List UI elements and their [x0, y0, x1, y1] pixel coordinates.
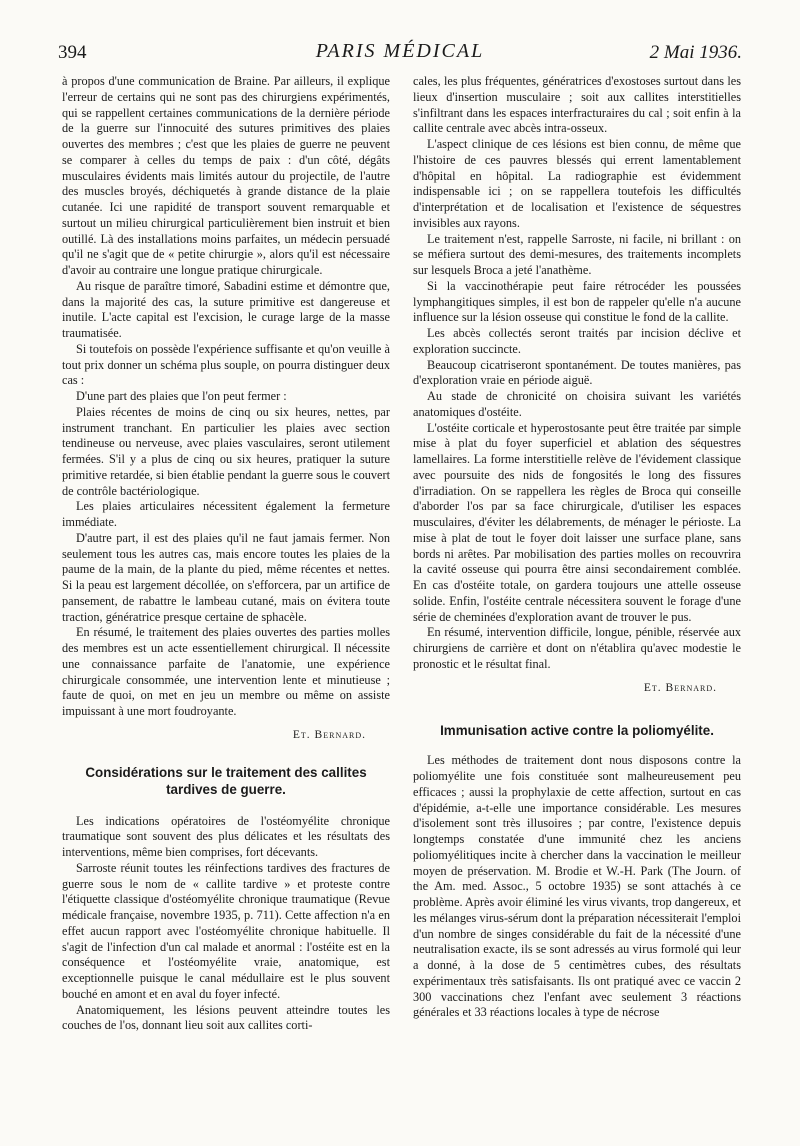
- paragraph: Les méthodes de traitement dont nous disposons contre la poliomyélite une fois constituée sont malheureusement peu efficaces ; aussi la prophylaxie de cette affection, surtout en cas d'épidémie, a-t-elle une importance considérable. Les mesures d'isolement sont très illusoires ; par contre, l'existence depuis longtemps constatée d'une immunité chez les anciens poliomyélitiques incite à chercher dans la vaccination le meilleur moyen de préservation. M. Brodie et W.-H. Park (The Journ. of the Am. med. Assoc., 5 octobre 1935) se sont attachés à ce problème. Après avoir éliminé les virus vivants, trop dangereux, et les mélanges virus-sérum dont la préparation nécessiterait l'emploi d'un nombre de singes considérable du fait de la nécessité d'une neutralisation exacte, ils se sont adressés au virus formolé qui leur a donné, à la dose de 5 centimètres cubes, des résultats expérimentaux très satisfaisants. Ils ont pratiqué avec ce vaccin 2 300 vaccinations chez l'enfant avec seulement 3 réactions générales et 33 réactions locales à type de nécrose: [413, 753, 741, 1020]
- paragraph: Les plaies articulaires nécessitent également la fermeture immédiate.: [62, 499, 390, 529]
- journal-title: PARIS MÉDICAL: [315, 40, 485, 62]
- issue-date: 2 Mai 1936.: [649, 42, 742, 63]
- paragraph: Sarroste réunit toutes les réinfections tardives des fractures de guerre sous le nom de « callite tardive » et proteste contre l'étiquette classique d'ostéomyélite chronique traumatique (Revue médicale française, novembre 1935, p. 711). Cette affection n'a en effet aucun rapport avec l'ostéomyélite chronique habituelle. Il s'agit de l'infection d'un cal malade et anormal : l'ostéite est en la conséquence et l'ostéomyélite vraie, anatomique, est exceptionnelle puisque le canal médullaire est le plus souvent bouché en amont et en aval du foyer infecté.: [62, 860, 390, 1001]
- paragraph: D'une part des plaies que l'on peut fermer :: [76, 389, 287, 403]
- paragraph: D'autre part, il est des plaies qu'il ne faut jamais fermer. Non seulement tous les autres cas, mais encore toutes les plaies de la paume de la main, de la plante du pied, même récentes et nettes. Si la peau est largement décollée, on s'efforcera, par un artifice de pansement, de rabattre le lambeau cutané, mais on évitera toute traction, génératrice presque certaine de sphacèle.: [62, 530, 390, 624]
- page-header: [58, 40, 742, 74]
- paragraph: L'ostéite corticale et hyperostosante peut être traitée par simple mise à plat du foyer superficiel et ablation des séquestres lamellaires. La forme interstitielle relève de l'évidement classique avec poursuite des nids de fongosités le long des fissures d'irradiation. On se rappellera les règles de Broca qui conseille d'aborder l'os par sa face chirurgicale, d'utiliser les espaces musculaires, d'éviter les délabrements, de ménager le périoste. La mise à plat de tout le foyer doit laisser une surface plane, sans bords ni arêtes. Par mobilisation des parties molles on recouvrira la cavité osseuse qui pourra être ainsi secondairement comblée. En cas d'ostéite totale, on gardera toujours une attelle osseuse solide. Enfin, l'ostéite centrale nécessitera souvent le forage d'une série de cheminées d'exploration avant de trouver le pus.: [413, 420, 741, 624]
- right-column: [413, 74, 741, 1021]
- paragraph: L'aspect clinique de ces lésions est bien connu, de même que l'histoire de ces pauvres blessés qui errent lamentablement d'hôpital en hôpital. La radiographie est évidemment indispensable ici ; on se rappellera toutefois les difficultés d'interprétation et de localisation et l'existence de séquestres invisibles aux rayons.: [413, 137, 741, 230]
- paragraph: En résumé, le traitement des plaies ouvertes des parties molles des membres est un acte essentiellement chirurgical. Il nécessite une connaissance parfaite de l'anatomie, une expérience chirurgicale consommée, une intervention lente et minutieuse ; faute de quoi, on met en jeu un membre ou même on assiste impuissant à une mort foudroyante.: [62, 625, 390, 718]
- paragraph: Les indications opératoires de l'ostéomyélite chronique traumatique sont souvent des plus délicates et les résultats des interventions, même bien comprises, fort décevants.: [62, 813, 390, 859]
- paragraph: Au stade de chronicité on choisira suivant les variétés anatomiques d'ostéite.: [413, 389, 741, 419]
- paragraph: Si la vaccinothérapie peut faire rétrocéder les poussées lymphangitiques simples, il est bon de rappeler qu'elle n'a aucune influence sur la lésion osseuse qui constitue le fond de la callite.: [413, 278, 741, 325]
- paragraph: Plaies récentes de moins de cinq ou six heures, nettes, par instrument tranchant. En particulier les plaies avec section tendineuse ou nerveuse, avec plaies vasculaires, seront utilement fermées. S'il y a plus de cinq ou six heures, pratiquer la suture primitive retardée, si bien établie pendant la guerre sous le couvert de contrôle bactériologique.: [62, 404, 390, 498]
- paragraph: Anatomiquement, les lésions peuvent atteindre toutes les couches de l'os, donnant lieu soit aux callites corti-: [62, 1002, 390, 1033]
- paragraph: cales, les plus fréquentes, génératrices d'exostoses surtout dans les lieux d'insertion musculaire ; soit aux callites interstitielles s'infiltrant dans les espaces interfracturaires du cal ; soit enfin à la callite centrale avec abcès intra-osseux.: [413, 74, 741, 136]
- paragraph: En résumé, intervention difficile, longue, pénible, réservée aux chirurgiens de carrière et dont on n'établira qu'avec modestie le pronostic et le résultat final.: [413, 625, 741, 671]
- paragraph: Si toutefois on possède l'expérience suffisante et qu'on veuille à tout prix donner un schéma plus souple, on pourra distinguer deux cas :: [62, 341, 390, 388]
- author-signature: Et. Bernard.: [292, 728, 366, 741]
- page-number: 394: [58, 42, 87, 63]
- article-heading: Considérations sur le traitement des callites tardives de guerre.: [85, 764, 367, 797]
- article-heading: Immunisation active contre la poliomyélite.: [440, 723, 714, 739]
- paragraph: Au risque de paraître timoré, Sabadini estime et démontre que, dans la majorité des cas, la suture primitive est dangereuse et inutile. L'acte capital est l'excision, le curage large de la masse traumatisée.: [62, 278, 390, 340]
- paragraph: Les abcès collectés seront traités par incision déclive et exploration succincte.: [413, 326, 741, 356]
- paragraph: à propos d'une communication de Braine. Par ailleurs, il explique l'erreur de certains qui ne sont pas des chirurgiens expérimentés, qui se rappellent certaines communications de la dernière période de la guerre sur l'innocuité des sutures primitives des plaies ouvertes des membres ; c'est que les plaies de guerre ne peuvent se comparer à celles du temps de paix : d'un côté, dégâts musculaires évidents mais limités autour du projectile, de l'autre des muscles broyés, déchiquetés à grande distance de la plaie cutanée. Ici une rapidité de transport souvent remarquable et surtout un milieu chirurgical particulièrement bien instruit et bien outillé. Là des installations moins parfaites, un médecin persuadé qu'il ne s'agit que de « petite chirurgie », alors qu'il est nécessaire d'avoir au contraire une longue pratique chirurgicale.: [62, 74, 390, 277]
- paragraph: Le traitement n'est, rappelle Sarroste, ni facile, ni brillant : on se méfiera surtout des demi-mesures, des traitements incomplets sur lesquels Broca a jeté l'anathème.: [413, 231, 741, 277]
- author-signature: Et. Bernard.: [643, 681, 717, 694]
- left-column: [62, 74, 390, 1034]
- paragraph: Beaucoup cicatriseront spontanément. De toutes manières, pas d'exploration vraie en période aiguë.: [413, 357, 741, 388]
